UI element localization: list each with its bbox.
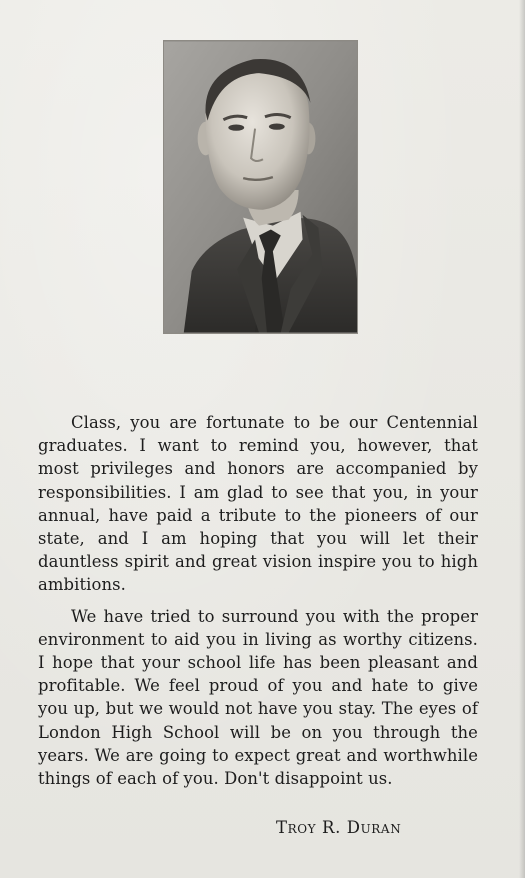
page-edge-shadow — [519, 0, 525, 878]
portrait-illustration — [164, 41, 357, 333]
principal-message — [38, 411, 478, 790]
message-paragraph-2: We have tried to surround you with the proper environment to aid you in living as worthy citizens. I hope that your school life has been pleasant and profitable. We feel proud of you and hate to give you up, but we would not have you stay. The eyes of London High School will be on you through the years. We are going to expect great and worthwhile things of each of you. Don't disappoint us. — [38, 606, 478, 789]
message-paragraph-1: Class, you are fortunate to be our Centennial graduates. I want to remind you, however, that most privileges and honors are accompanied by responsibilities. I am glad to see that you, in your annual, have paid a tribute to the pioneers of our state, and I am hoping that you will let their dauntless spirit and great vision inspire you to high ambitions. — [38, 413, 478, 595]
signature-name: Troy R. Duran — [276, 818, 402, 837]
portrait-photo — [163, 40, 358, 334]
